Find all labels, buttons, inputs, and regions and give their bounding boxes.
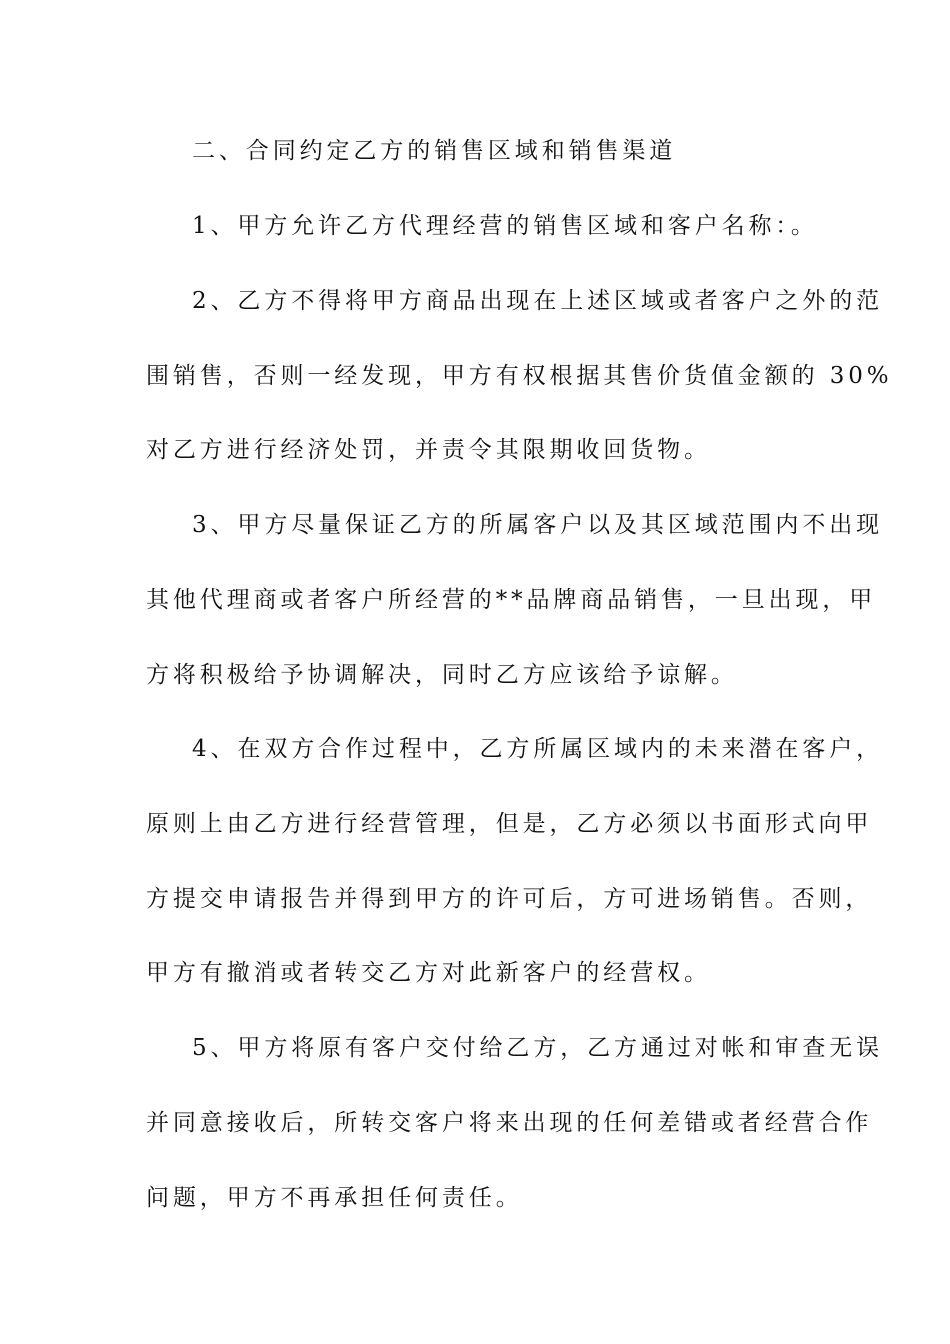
clause-4-line-3: 方提交申请报告并得到甲方的许可后，方可进场销售。否则，: [146, 886, 873, 912]
clause-4-line-1: 4、在双方合作过程中，乙方所属区域内的未来潜在客户，: [192, 736, 884, 762]
clause-5-line-3: 问题，甲方不再承担任何责任。: [146, 1185, 523, 1211]
clause-2-line-1: 2、乙方不得将甲方商品出现在上述区域或者客户之外的范: [192, 288, 884, 314]
clause-2-line-3: 对乙方进行经济处罚，并责令其限期收回货物。: [146, 437, 711, 463]
clause-4-line-4: 甲方有撤消或者转交乙方对此新客户的经营权。: [146, 960, 711, 986]
clause-5-line-2: 并同意接收后，所转交客户将来出现的任何差错或者经营合作: [146, 1110, 873, 1136]
clause-3-line-2: 其他代理商或者客户所经营的**品牌商品销售，一旦出现，甲: [146, 587, 877, 613]
clause-3-line-3: 方将积极给予协调解决，同时乙方应该给予谅解。: [146, 662, 738, 688]
clause-4-line-2: 原则上由乙方进行经营管理，但是，乙方必须以书面形式向甲: [146, 811, 873, 837]
section-heading: 二、合同约定乙方的销售区域和销售渠道: [192, 138, 677, 164]
clause-5-line-1: 5、甲方将原有客户交付给乙方，乙方通过对帐和审查无误: [192, 1035, 884, 1061]
clause-3-line-1: 3、甲方尽量保证乙方的所属客户以及其区域范围内不出现: [192, 512, 884, 538]
clause-2-line-2: 围销售，否则一经发现，甲方有权根据其售价货值金额的 30%: [146, 363, 893, 389]
clause-1-line-1: 1、甲方允许乙方代理经营的销售区域和客户名称：。: [192, 213, 818, 239]
